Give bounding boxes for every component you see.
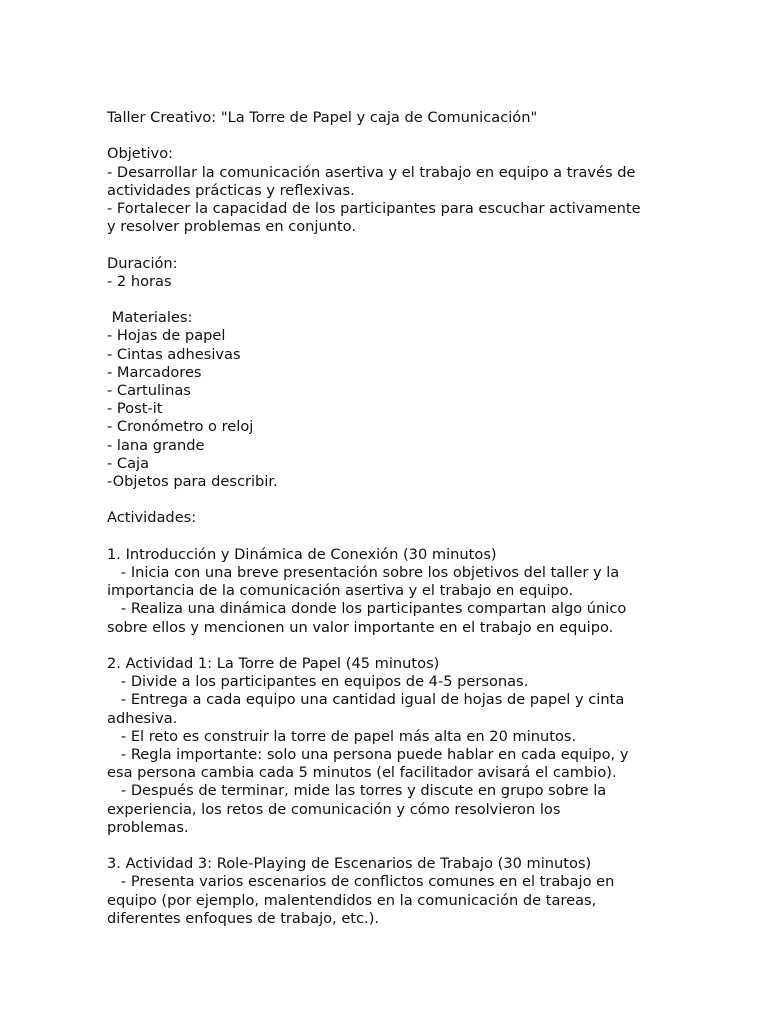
actividad-2 xyxy=(107,655,667,837)
materiales-item: - lana grande xyxy=(107,436,205,454)
actividad-line: - Presenta varios escenarios de conflictos comunes en el trabajo en xyxy=(107,873,615,891)
objetivo-line: - Desarrollar la comunicación asertiva y el trabajo en equipo a través de xyxy=(107,163,636,181)
duracion-line: - 2 horas xyxy=(107,272,172,290)
spacer xyxy=(107,837,667,855)
materiales-item: - Cintas adhesivas xyxy=(107,345,241,363)
spacer xyxy=(107,528,667,546)
document-page xyxy=(107,109,667,928)
document-title: Taller Creativo: "La Torre de Papel y caja de Comunicación" xyxy=(107,109,538,126)
duracion-section xyxy=(107,255,667,291)
actividad-line: sobre ellos y mencionen un valor importante en el trabajo en equipo. xyxy=(107,618,614,636)
materiales-item: - Hojas de papel xyxy=(107,327,226,345)
materiales-heading: Materiales: xyxy=(107,309,193,327)
materiales-section xyxy=(107,309,667,491)
actividad-line: equipo (por ejemplo, malentendidos en la comunicación de tareas, xyxy=(107,891,597,909)
actividad-3 xyxy=(107,855,667,928)
actividad-line: - El reto es construir la torre de papel más alta en 20 minutos. xyxy=(107,727,577,745)
objetivo-heading: Objetivo: xyxy=(107,145,174,163)
spacer xyxy=(107,236,667,254)
objetivo-line: y resolver problemas en conjunto. xyxy=(107,218,356,236)
materiales-item: - Post-it xyxy=(107,400,163,418)
actividad-line: diferentes enfoques de trabajo, etc.). xyxy=(107,909,380,927)
actividad-line: esa persona cambia cada 5 minutos (el facilitador avisará el cambio). xyxy=(107,764,617,782)
materiales-item: - Caja xyxy=(107,454,150,472)
actividad-line: - Regla importante: solo una persona puede hablar en cada equipo, y xyxy=(107,746,629,764)
actividad-line: - Divide a los participantes en equipos de 4-5 personas. xyxy=(107,673,529,691)
actividad-line: adhesiva. xyxy=(107,709,178,727)
objetivo-section xyxy=(107,145,667,236)
materiales-item: -Objetos para describir. xyxy=(107,473,278,491)
duracion-heading: Duración: xyxy=(107,254,178,272)
spacer xyxy=(107,127,667,145)
materiales-item: - Cartulinas xyxy=(107,382,191,399)
spacer xyxy=(107,491,667,509)
actividad-line: experiencia, los retos de comunicación y cómo resolvieron los xyxy=(107,800,561,818)
objetivo-line: actividades prácticas y reflexivas. xyxy=(107,181,355,199)
actividad-line: - Inicia con una breve presentación sobre los objetivos del taller y la xyxy=(107,564,620,581)
actividad-1 xyxy=(107,546,667,637)
actividad-line: importancia de la comunicación asertiva y el trabajo en equipo. xyxy=(107,582,574,600)
actividad-line: - Entrega a cada equipo una cantidad igual de hojas de papel y cinta xyxy=(107,691,625,709)
actividades-section xyxy=(107,509,667,928)
actividad-line: problemas. xyxy=(107,818,189,836)
objetivo-line: - Fortalecer la capacidad de los participantes para escuchar activamente xyxy=(107,200,641,217)
materiales-item: - Marcadores xyxy=(107,363,202,381)
actividad-line: - Realiza una dinámica donde los participantes compartan algo único xyxy=(107,600,627,618)
materiales-item: - Cronómetro o reloj xyxy=(107,418,254,436)
actividades-heading: Actividades: xyxy=(107,509,197,527)
spacer xyxy=(107,291,667,309)
actividad-line: - Después de terminar, mide las torres y discute en grupo sobre la xyxy=(107,782,607,800)
spacer xyxy=(107,637,667,655)
actividad-title: 3. Actividad 3: Role-Playing de Escenarios de Trabajo (30 minutos) xyxy=(107,855,592,873)
actividad-title: 2. Actividad 1: La Torre de Papel (45 minutos) xyxy=(107,655,440,672)
actividad-title: 1. Introducción y Dinámica de Conexión (30 minutos) xyxy=(107,545,497,563)
